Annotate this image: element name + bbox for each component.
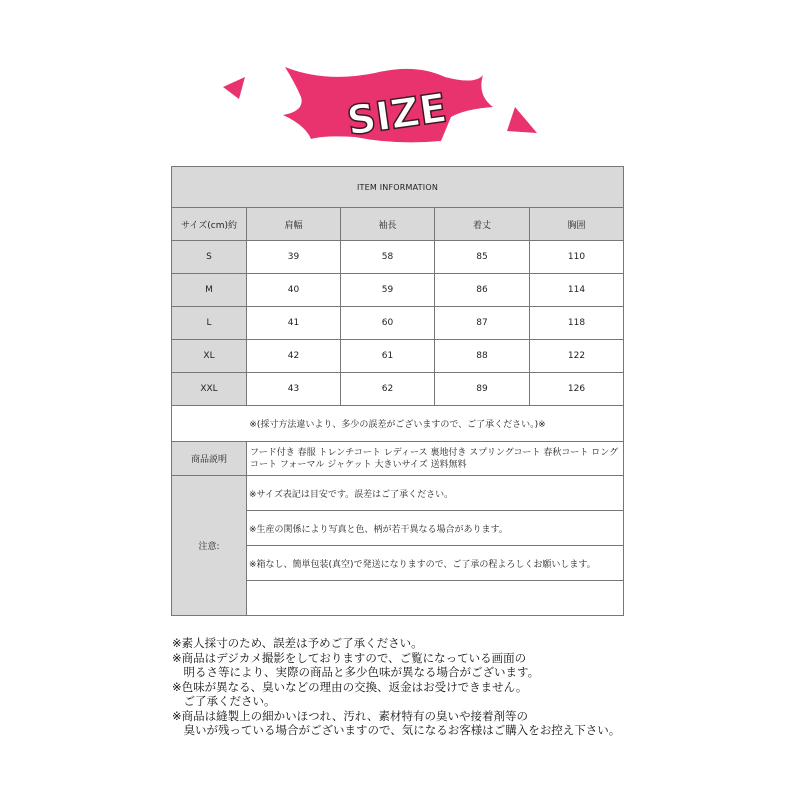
table-cell: 42 [247, 340, 341, 373]
table-row [172, 241, 624, 274]
table-cell: 114 [530, 274, 624, 307]
table-title: ITEM INFORMATION [172, 167, 624, 208]
table-cell: 41 [247, 307, 341, 340]
footer-notes [172, 636, 652, 738]
size-banner [215, 55, 545, 155]
measure-note: ※(採寸方法違いより、多少の誤差がございますので、ご了承ください。)※ [172, 406, 624, 442]
table-cell: 110 [530, 241, 624, 274]
column-header: 肩幅 [247, 208, 341, 241]
right-triangle-decoration [507, 107, 537, 133]
caution-item [247, 581, 624, 616]
footer-note-line: 明るさ等により、実際の商品と多少色味が異なる場合がございます。 [172, 665, 540, 679]
size-label: S [172, 241, 247, 274]
table-cell: 88 [435, 340, 530, 373]
footer-note-line: 臭いが残っている場合がございますので、気になるお客様はご購入をお控え下さい。 [172, 723, 621, 737]
caution-item: ※サイズ表記は目安です。誤差はご了承ください。 [247, 476, 624, 511]
table-row [172, 340, 624, 373]
table-cell: 87 [435, 307, 530, 340]
size-label: XXL [172, 373, 247, 406]
description-label: 商品説明 [172, 442, 247, 476]
size-label: XL [172, 340, 247, 373]
table-cell: 60 [341, 307, 435, 340]
table-cell: 58 [341, 241, 435, 274]
footer-note-line: ※色味が異なる、臭いなどの理由の交換、返金はお受けできません。 [172, 679, 528, 694]
table-cell: 40 [247, 274, 341, 307]
table-cell: 61 [341, 340, 435, 373]
table-cell: 122 [530, 340, 624, 373]
column-header: 胸囲 [530, 208, 624, 241]
table-cell: 86 [435, 274, 530, 307]
footer-note-line: ※素人採寸のため、誤差は予めご了承ください。 [172, 636, 423, 650]
column-header: 袖長 [341, 208, 435, 241]
footer-note-line: ※商品は縫製上の細かいほつれ、汚れ、素材特有の臭いや接着剤等の [172, 708, 529, 723]
left-triangle-decoration [223, 77, 245, 99]
caution-label: 注意: [172, 476, 247, 616]
size-label: L [172, 307, 247, 340]
table-row [172, 274, 624, 307]
column-header: サイズ(cm)約 [172, 208, 247, 241]
table-cell: 126 [530, 373, 624, 406]
table-cell: 89 [435, 373, 530, 406]
table-cell: 59 [341, 274, 435, 307]
table-cell: 62 [341, 373, 435, 406]
table-row [172, 307, 624, 340]
banner-text: SIZE [344, 85, 450, 145]
caution-item: ※生産の関係により写真と色、柄が若干異なる場合があります。 [247, 511, 624, 546]
product-description: フード付き 春服 トレンチコート レディース 裏地付き スプリングコート 春秋コート ロングコート フォーマル ジャケット 大きいサイズ 送料無料 [247, 442, 624, 476]
table-cell: 39 [247, 241, 341, 274]
table-row [172, 373, 624, 406]
size-table [171, 166, 624, 616]
caution-item: ※箱なし、簡単包装(真空)で発送になりますので、ご了承の程よろしくお願いします。 [247, 546, 624, 581]
table-cell: 85 [435, 241, 530, 274]
column-header: 着丈 [435, 208, 530, 241]
size-label: M [172, 274, 247, 307]
footer-note-line: ※商品はデジカメ撮影をしておりますので、ご覧になっている画面の [172, 650, 527, 665]
table-cell: 118 [530, 307, 624, 340]
footer-note-line: ご了承ください。 [172, 694, 276, 708]
table-cell: 43 [247, 373, 341, 406]
